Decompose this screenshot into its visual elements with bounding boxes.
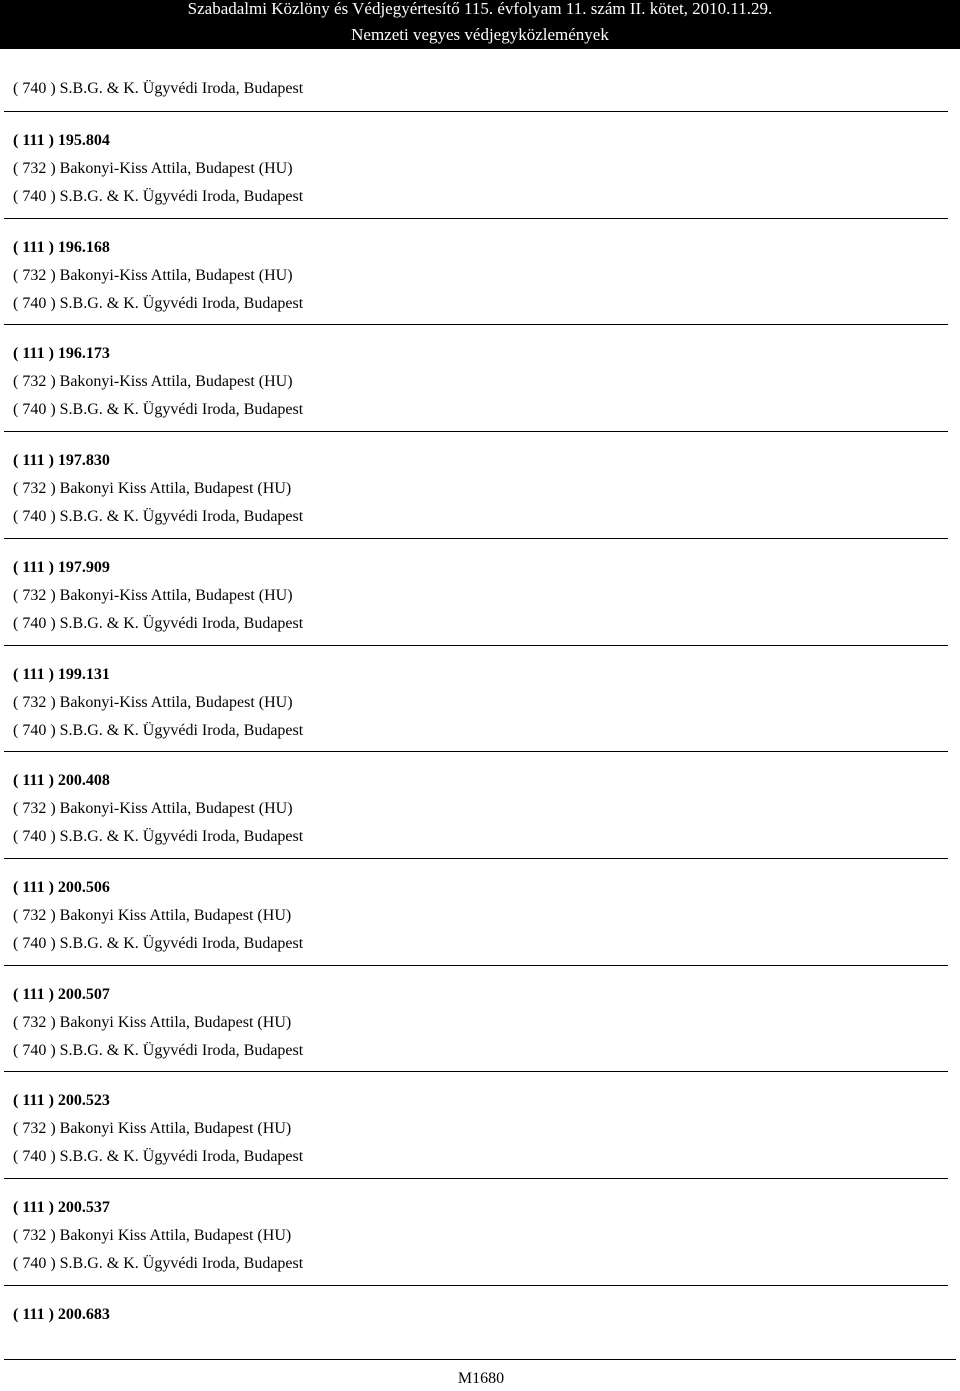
representative-line: ( 740 ) S.B.G. & K. Ügyvédi Iroda, Budapest	[13, 401, 304, 419]
trademark-entry	[13, 981, 303, 1065]
entry-divider	[4, 1071, 948, 1072]
representative-line: ( 740 ) S.B.G. & K. Ügyvédi Iroda, Budapest	[13, 294, 304, 312]
section-title: Nemzeti vegyes védjegyközlemények	[351, 25, 609, 44]
trademark-entry	[13, 767, 303, 851]
trademark-entry	[13, 340, 303, 424]
trademark-entry	[13, 127, 303, 211]
owner-line: ( 732 ) Bakonyi Kiss Attila, Budapest (HU)	[13, 1013, 292, 1031]
owner-line: ( 732 ) Bakonyi-Kiss Attila, Budapest (HU)	[13, 160, 293, 177]
owner-line: ( 732 ) Bakonyi Kiss Attila, Budapest (HU)	[13, 1227, 292, 1244]
trademark-entry	[13, 1087, 303, 1171]
entry-divider	[4, 324, 948, 325]
registration-number: ( 111 ) 195.804	[13, 132, 110, 149]
representative-line: ( 740 ) S.B.G. & K. Ügyvédi Iroda, Budapest	[13, 614, 304, 632]
registration-number: ( 111 ) 200.408	[13, 772, 110, 790]
registration-number: ( 111 ) 196.168	[13, 238, 110, 256]
owner-line: ( 732 ) Bakonyi-Kiss Attila, Budapest (HU)	[13, 266, 293, 284]
representative-line: ( 740 ) S.B.G. & K. Ügyvédi Iroda, Budapest	[13, 508, 304, 526]
footer-divider	[4, 1359, 956, 1360]
owner-line: ( 732 ) Bakonyi-Kiss Attila, Budapest (HU)	[13, 373, 293, 391]
representative-line: ( 740 ) S.B.G. & K. Ügyvédi Iroda, Budapest	[13, 721, 304, 739]
owner-line: ( 732 ) Bakonyi-Kiss Attila, Budapest (HU)	[13, 693, 293, 711]
registration-number: ( 111 ) 200.507	[13, 985, 110, 1003]
page-header	[0, 0, 960, 49]
representative-line: ( 740 ) S.B.G. & K. Ügyvédi Iroda, Budapest	[13, 80, 304, 97]
representative-line: ( 740 ) S.B.G. & K. Ügyvédi Iroda, Budapest	[13, 1041, 304, 1059]
trademark-entry	[13, 1301, 110, 1329]
representative-line: ( 740 ) S.B.G. & K. Ügyvédi Iroda, Budapest	[13, 1148, 304, 1166]
entry-divider	[4, 218, 948, 219]
trademark-entry	[13, 554, 303, 638]
representative-line: ( 740 ) S.B.G. & K. Ügyvédi Iroda, Budapest	[13, 934, 304, 952]
entry-divider	[4, 645, 948, 646]
registration-number: ( 111 ) 199.131	[13, 665, 110, 683]
trademark-entry	[13, 874, 303, 958]
registration-number: ( 111 ) 200.537	[13, 1199, 110, 1216]
entry-divider	[4, 538, 948, 539]
entry-divider	[4, 858, 948, 859]
entry-divider	[4, 1178, 948, 1179]
registration-number: ( 111 ) 200.506	[13, 878, 110, 896]
registration-number: ( 111 ) 196.173	[13, 345, 110, 363]
trademark-entry	[13, 1194, 303, 1278]
entry-divider	[4, 965, 948, 966]
registration-number: ( 111 ) 200.683	[13, 1305, 110, 1323]
entry-divider	[4, 111, 948, 112]
owner-line: ( 732 ) Bakonyi-Kiss Attila, Budapest (HU)	[13, 800, 293, 818]
trademark-entry	[13, 447, 303, 531]
entry-divider	[4, 1285, 948, 1286]
trademark-entry	[13, 234, 303, 318]
representative-line: ( 740 ) S.B.G. & K. Ügyvédi Iroda, Budapest	[13, 1255, 304, 1272]
registration-number: ( 111 ) 197.909	[13, 558, 110, 576]
trademark-entry	[13, 661, 303, 745]
registration-number: ( 111 ) 200.523	[13, 1092, 110, 1110]
continued-entry	[13, 75, 303, 103]
owner-line: ( 732 ) Bakonyi-Kiss Attila, Budapest (HU)	[13, 586, 293, 604]
entry-divider	[4, 431, 948, 432]
representative-line: ( 740 ) S.B.G. & K. Ügyvédi Iroda, Budapest	[13, 188, 304, 205]
page-number: M1680	[457, 1370, 505, 1387]
owner-line: ( 732 ) Bakonyi Kiss Attila, Budapest (HU)	[13, 906, 292, 924]
journal-title: Szabadalmi Közlöny és Védjegyértesítő 115. évfolyam 11. szám II. kötet, 2010.11.29.	[187, 0, 773, 18]
entry-divider	[4, 751, 948, 752]
representative-line: ( 740 ) S.B.G. & K. Ügyvédi Iroda, Budapest	[13, 828, 304, 846]
owner-line: ( 732 ) Bakonyi Kiss Attila, Budapest (HU)	[13, 480, 292, 498]
owner-line: ( 732 ) Bakonyi Kiss Attila, Budapest (HU)	[13, 1120, 292, 1138]
registration-number: ( 111 ) 197.830	[13, 452, 110, 470]
